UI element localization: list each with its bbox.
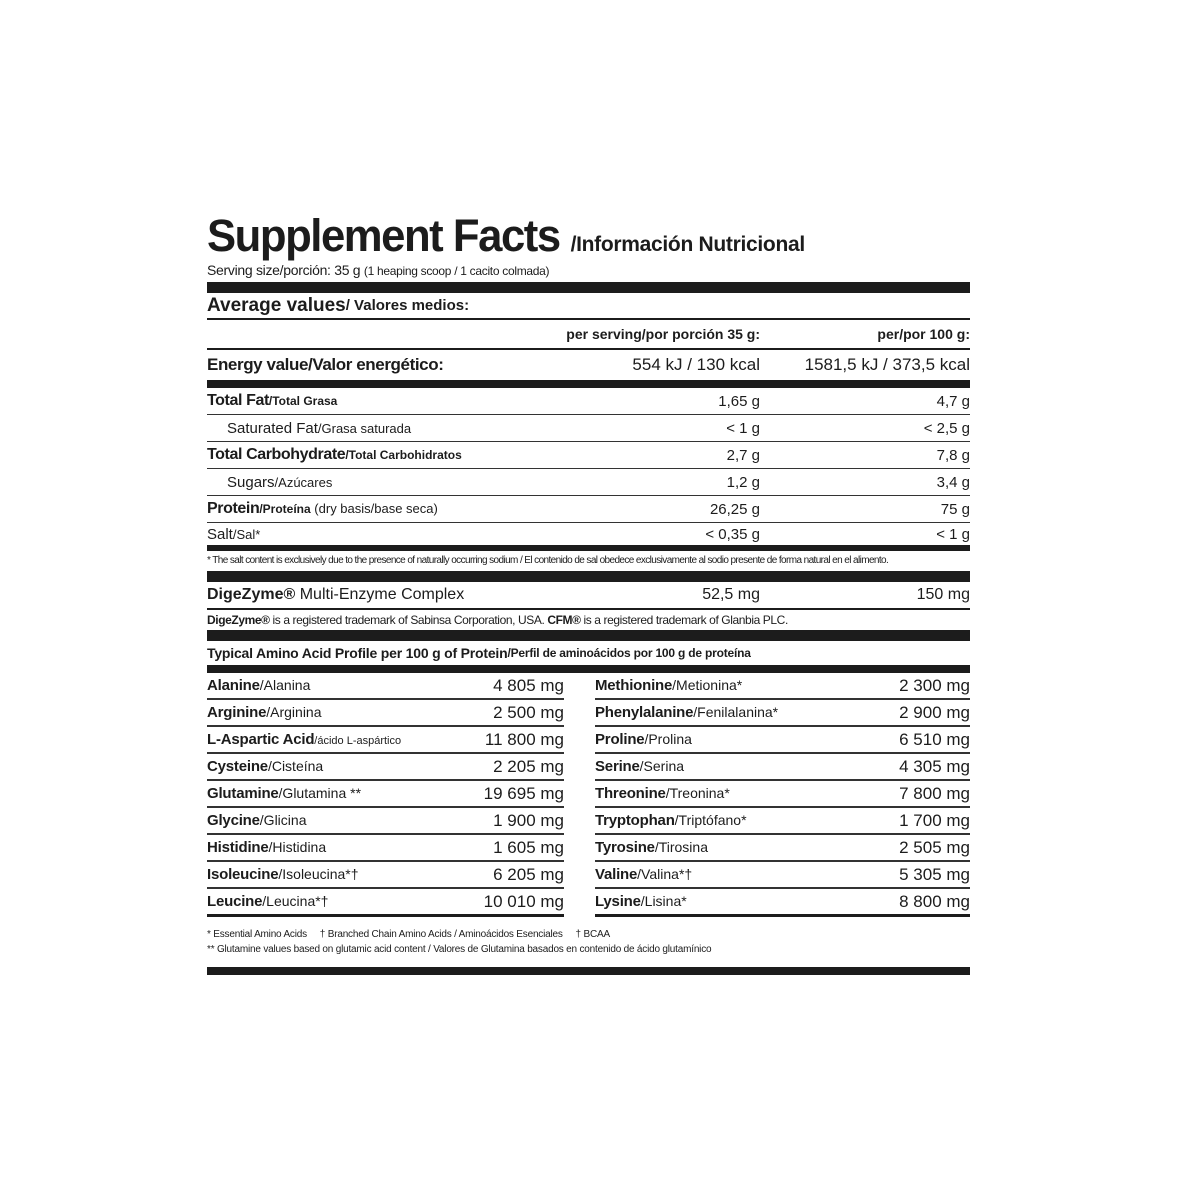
amino-name-en: Threonine [595,785,666,802]
footnote-essential: * Essential Amino Acids † Branched Chain Amino Acids / Aminoácidos Esenciales † BCAA [207,929,610,940]
digezyme-per100: 150 mg [916,586,970,603]
page-subtitle: /Información Nutricional [570,233,805,256]
amino-name-en: Tyrosine [595,839,655,856]
column-headers [207,320,970,348]
divider-thick [207,967,970,975]
nutrient-per100: 75 g [940,500,970,518]
amino-value: 5 305 mg [899,864,970,884]
nutrient-per100: < 1 g [936,525,970,543]
amino-name-es: /Triptófano* [674,812,747,828]
nutrient-name-es: /Total Carbohidratos [345,448,462,462]
nutrient-row-carbohydrate [207,442,970,468]
average-values-heading [207,293,970,318]
amino-name-es: /Metionina* [672,677,743,693]
digezyme-name: Multi-Enzyme Complex [295,586,465,603]
amino-name-en: Glycine [207,812,260,829]
nutrient-per100: 4,7 g [936,392,970,410]
amino-name-en: Lysine [595,893,641,910]
footnote-glutamine: ** Glutamine values based on glutamic acid content / Valores de Glutamina basados en contenido de ácido glutamínico [207,944,712,955]
serving-label: Serving size/porción: 35 g [207,262,361,278]
nutrient-serving: 554 kJ / 130 kcal [632,355,760,374]
amino-name-es: /Isoleucina*† [278,866,359,882]
supplement-facts-label [207,210,970,975]
nutrient-name-en: Protein [207,500,260,517]
nutrient-serving: 1,2 g [726,473,760,491]
amino-subtitle: /Perfil de aminoácidos por 100 g de proteína [507,646,751,660]
divider-thick [207,571,970,582]
amino-name-en: Proline [595,731,645,748]
nutrient-serving: < 0,35 g [705,525,760,543]
amino-name-es: /Alanina [259,677,311,693]
trademark-text-1: is a registered trademark of Sabinsa Corporation, USA. [269,613,548,627]
nutrient-name-en: Sugars [227,473,275,491]
amino-name-es: /Prolina [644,731,692,747]
amino-row [207,835,564,862]
amino-name-en: L-Aspartic Acid [207,731,315,748]
amino-row [595,781,970,808]
amino-name-en: Alanine [207,677,260,694]
nutrient-name-es: /Proteína [259,502,311,516]
nutrient-serving: 1,65 g [718,392,760,410]
column-header-serving: per serving/por porción 35 g: [566,326,760,342]
amino-name-en: Methionine [595,677,673,694]
amino-name-en: Cysteine [207,758,268,775]
amino-name-es: /Lisina* [640,893,687,909]
average-title: Average values [207,294,346,316]
amino-name-es: /Treonina* [665,785,730,801]
salt-footnote: * The salt content is exclusively due to the presence of naturally occurring sodium / El contenido de sal obedece exclusivamente al sodio presente de forma natural en el alimento. [207,555,889,566]
amino-name-en: Valine [595,866,638,883]
amino-value: 1 900 mg [493,810,564,830]
nutrient-name-en: Saturated Fat [227,419,318,437]
amino-row [595,727,970,754]
amino-value: 2 205 mg [493,756,564,776]
amino-column-right [595,673,970,917]
nutrient-name-es: /Sal* [232,526,261,542]
amino-name-es: /Serina [639,758,685,774]
amino-value: 1 700 mg [899,810,970,830]
average-subtitle: / Valores medios: [345,297,470,314]
amino-name-es: /Glicina [259,812,307,828]
nutrient-name-es: /Azúcares [274,474,333,490]
amino-value: 1 605 mg [493,837,564,857]
nutrient-serving: 26,25 g [709,500,760,518]
amino-name-es: /Arginina [266,704,322,720]
nutrient-name-es: /Grasa saturada [317,420,412,436]
amino-name-es: /Valina*† [637,866,693,882]
serving-size [207,262,970,282]
amino-acid-heading [207,641,970,665]
divider-thick [207,380,970,388]
digezyme-row [207,582,970,608]
trademark-brand-2: CFM® [547,613,581,627]
digezyme-brand: DigeZyme® [207,586,296,603]
amino-value: 8 800 mg [899,891,970,911]
amino-name-es: /Glutamina ** [278,785,362,801]
nutrient-serving: < 1 g [726,419,760,437]
title-row [207,210,970,260]
amino-value: 2 900 mg [899,702,970,722]
amino-name-en: Histidine [207,839,269,856]
nutrient-name-en: Total Fat [207,392,269,409]
nutrient-per100: 1581,5 kJ / 373,5 kcal [804,355,970,374]
amino-row [207,700,564,727]
nutrient-name-en: Salt [207,525,233,543]
page-title: Supplement Facts [207,210,560,261]
divider-thick [207,282,970,293]
amino-column-left [207,673,564,917]
amino-row [207,754,564,781]
amino-name-en: Serine [595,758,640,775]
amino-value: 2 505 mg [899,837,970,857]
amino-value: 6 510 mg [899,729,970,749]
nutrient-per100: < 2,5 g [923,419,970,437]
nutrient-per100: 7,8 g [936,446,970,464]
amino-row [207,808,564,835]
amino-name-en: Glutamine [207,785,279,802]
nutrient-name-es: /Total Grasa [268,394,338,408]
amino-name-es: /ácido L-aspártico [314,735,402,747]
amino-title: Typical Amino Acid Profile per 100 g of Protein [207,645,508,661]
serving-detail: (1 heaping scoop / 1 cacito colmada) [363,264,550,278]
amino-name-es: /Fenilalanina* [693,704,779,720]
nutrient-row-fat [207,388,970,414]
trademark-brand-1: DigeZyme® [207,613,270,627]
nutrient-row-salt [207,523,970,545]
nutrient-row-saturated-fat [207,415,970,441]
amino-row [595,862,970,889]
amino-name-es: /Leucina*† [262,893,329,909]
nutrient-serving: 2,7 g [726,446,760,464]
amino-row [207,862,564,889]
amino-name-es: /Histidina [268,839,327,855]
footnotes [207,927,970,957]
trademark-note [207,610,970,630]
amino-row [595,835,970,862]
amino-name-en: Leucine [207,893,263,910]
nutrient-row-sugars [207,469,970,495]
nutrient-name-en: Total Carbohydrate [207,446,346,463]
amino-value: 2 300 mg [899,675,970,695]
nutrient-per100: 3,4 g [936,473,970,491]
amino-row [595,754,970,781]
amino-value: 7 800 mg [899,783,970,803]
amino-row [595,673,970,700]
amino-acid-table [207,673,970,917]
nutrient-name-extra: (dry basis/base seca) [310,501,438,516]
amino-value: 4 305 mg [899,756,970,776]
amino-row [207,673,564,700]
amino-name-en: Arginine [207,704,267,721]
amino-row [595,700,970,727]
nutrient-row-energy [207,350,970,380]
amino-row [595,808,970,835]
amino-name-en: Phenylalanine [595,704,694,721]
amino-value: 6 205 mg [493,864,564,884]
trademark-text-2: is a registered trademark of Glanbia PLC. [580,613,788,627]
nutrient-row-protein [207,496,970,522]
amino-row [595,889,970,917]
nutrient-name: Energy value/Valor energético: [207,355,444,374]
digezyme-serving: 52,5 mg [702,586,760,603]
amino-value: 10 010 mg [483,891,564,911]
amino-value: 4 805 mg [493,675,564,695]
amino-name-es: /Tirosina [654,839,708,855]
divider-thick [207,665,970,673]
amino-value: 19 695 mg [483,783,564,803]
amino-value: 2 500 mg [493,702,564,722]
divider-thick [207,630,970,641]
amino-row [207,889,564,917]
amino-row [207,781,564,808]
column-header-100g: per/por 100 g: [877,326,970,342]
amino-name-en: Isoleucine [207,866,279,883]
amino-row [207,727,564,754]
amino-name-en: Tryptophan [595,812,675,829]
amino-value: 11 800 mg [484,729,564,749]
amino-name-es: /Cisteína [267,758,324,774]
